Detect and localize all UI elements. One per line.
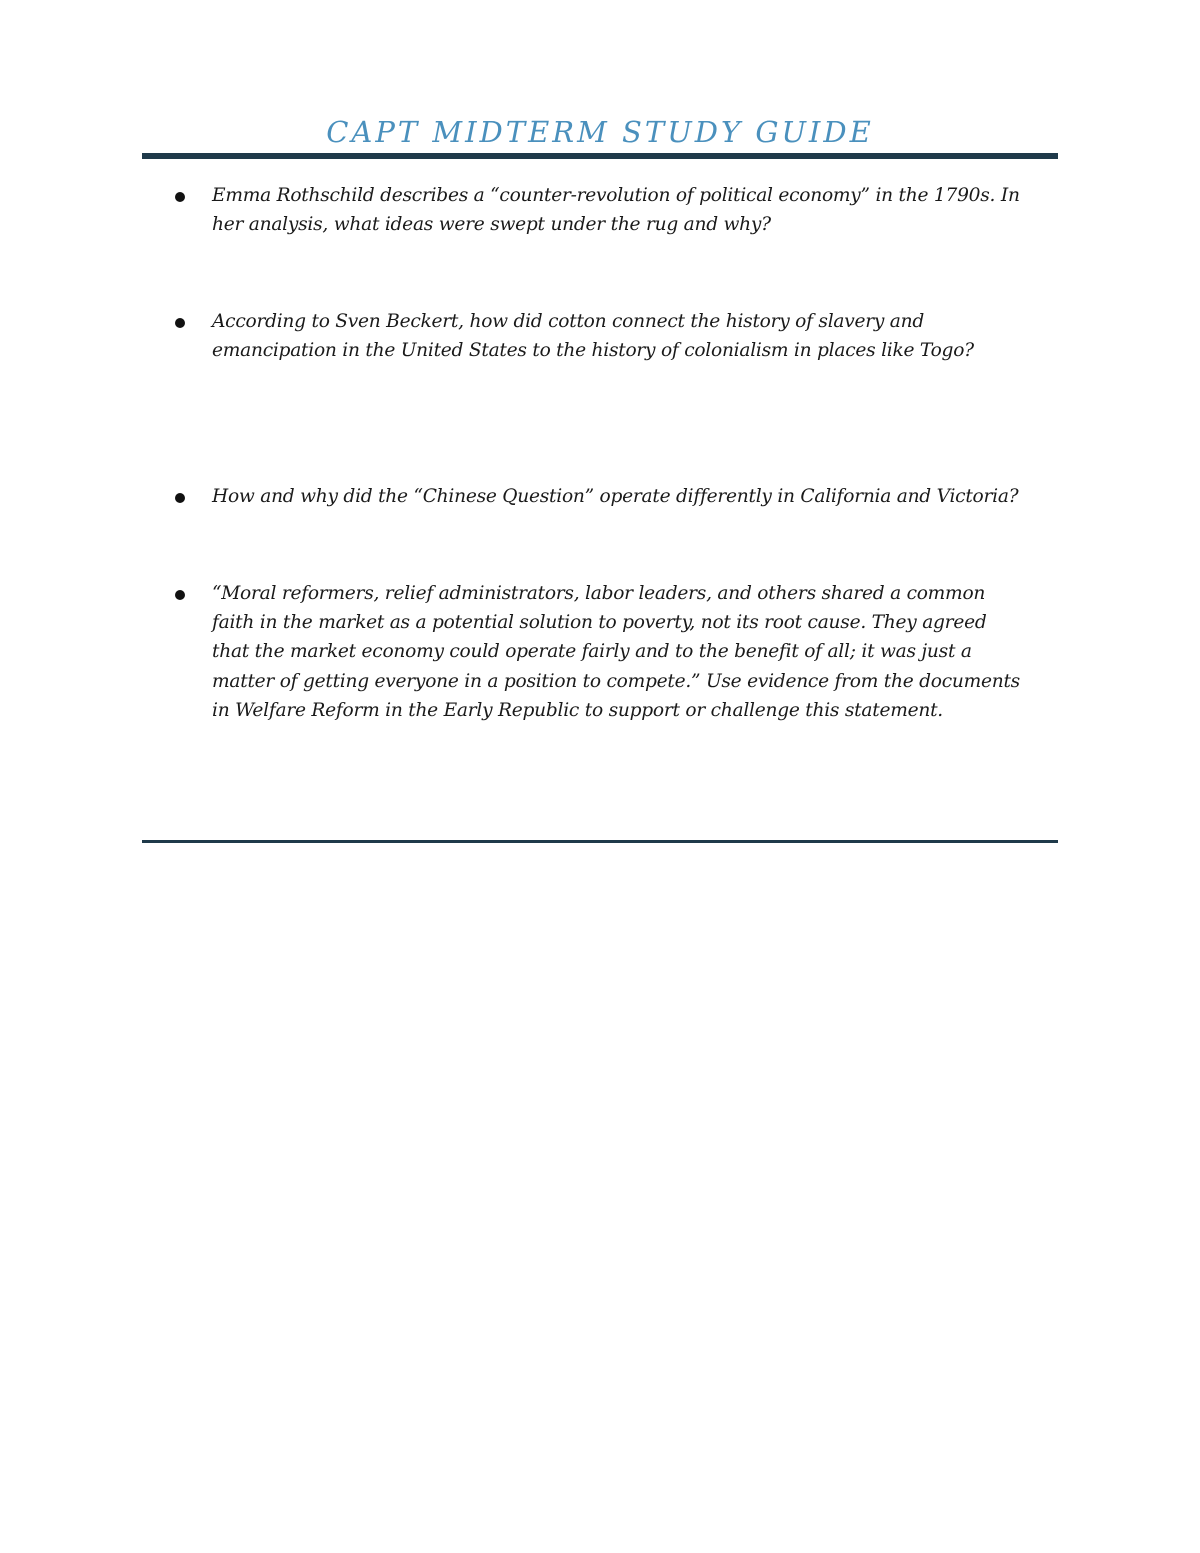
question-line: According to Sven Beckert, how did cotton connect the history of slavery and xyxy=(212,311,924,332)
question-line: faith in the market as a potential solution to poverty, not its root cause. They agreed xyxy=(212,612,987,634)
question-item-4 xyxy=(212,579,1062,725)
question-line: in Welfare Reform in the Early Republic to support or challenge this statement. xyxy=(212,699,943,721)
question-line: that the market economy could operate fairly and to the benefit of all; it was just a xyxy=(212,641,972,663)
bottom-divider xyxy=(142,840,1058,843)
title-divider xyxy=(142,153,1058,159)
question-line: matter of getting everyone in a position to compete.” Use evidence from the documents xyxy=(212,670,1020,692)
question-item-3 xyxy=(212,482,1062,511)
question-line: her analysis, what ideas were swept under the rug and why? xyxy=(212,214,771,236)
question-line: How and why did the “Chinese Question” operate differently in California and Victoria? xyxy=(212,486,1019,507)
question-line: emancipation in the United States to the history of colonialism in places like Togo? xyxy=(212,340,974,362)
question-line: Emma Rothschild describes a “counter-revolution of political economy” in the 1790s. In xyxy=(212,185,1020,206)
question-item-1 xyxy=(212,181,1062,239)
page-title: CAPT MIDTERM STUDY GUIDE xyxy=(326,115,874,149)
bullet-icon xyxy=(175,590,185,600)
bullet-icon xyxy=(175,192,185,202)
question-item-2 xyxy=(212,307,1062,365)
bullet-icon xyxy=(175,318,185,328)
bullet-icon xyxy=(175,493,185,503)
question-line: “Moral reformers, relief administrators, labor leaders, and others shared a common xyxy=(212,583,986,604)
